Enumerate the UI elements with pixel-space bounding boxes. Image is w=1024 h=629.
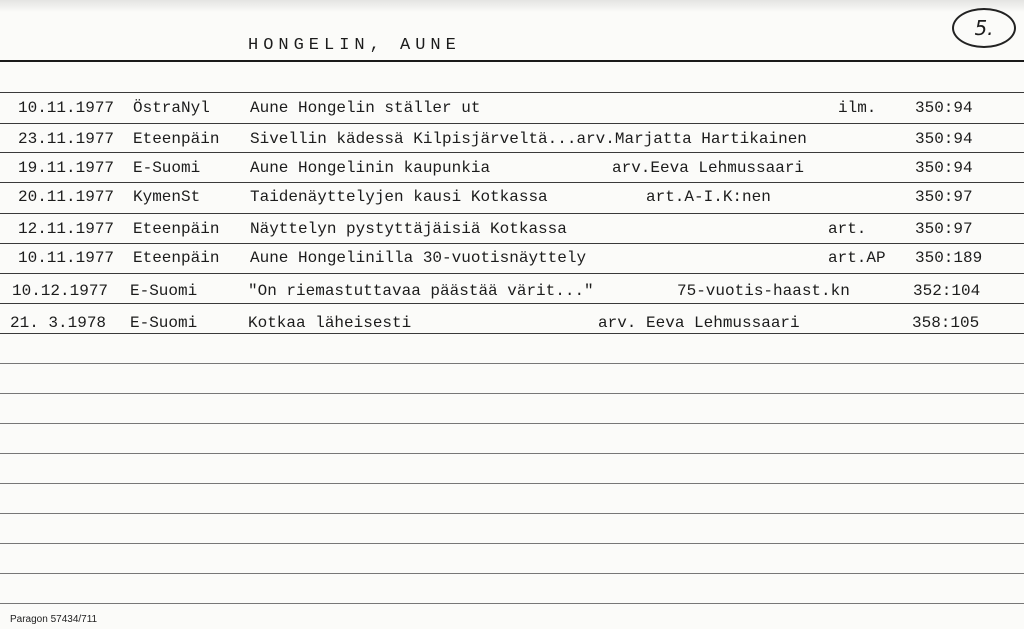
entry-source: E-Suomi	[133, 159, 201, 177]
entry-title: Näyttelyn pystyttäjäisiä Kotkassa	[250, 220, 567, 238]
entry-author: art.A-I.K:nen	[646, 188, 771, 206]
entry-author: arv. Eeva Lehmussaari	[598, 314, 800, 332]
entry-source: E-Suomi	[130, 282, 198, 300]
entry-ref: 350:97	[915, 188, 973, 206]
entry-title: Sivellin kädessä Kilpisjärveltä...arv.Marjatta Hartikainen	[250, 130, 807, 148]
entry-author: ilm.	[838, 99, 877, 117]
entry-title: Aune Hongelin ställer ut	[250, 99, 481, 117]
entry-author: 75-vuotis-haast.kn	[677, 282, 850, 300]
entry-title: Aune Hongelinin kaupunkia	[250, 159, 491, 177]
entry-title: Aune Hongelinilla 30-vuotisnäyttely	[250, 249, 587, 267]
ruled-line	[0, 423, 1024, 424]
entry-ref: 350:94	[915, 130, 973, 148]
entry-source: Eteenpäin	[133, 220, 220, 238]
entry-row	[0, 282, 1024, 308]
entry-source: Eteenpäin	[133, 130, 220, 148]
entry-title: Taidenäyttelyjen kausi Kotkassa	[250, 188, 548, 206]
entry-row	[0, 130, 1024, 156]
entry-ref: 352:104	[913, 282, 981, 300]
scan-edge-shadow	[0, 0, 1024, 12]
entry-row	[0, 188, 1024, 214]
card-footer: Paragon 57434/711	[10, 614, 98, 625]
entry-ref: 350:97	[915, 220, 973, 238]
entry-title: Kotkaa läheisesti	[248, 314, 412, 332]
entry-date: 20.11.1977	[18, 188, 115, 206]
entry-source: ÖstraNyl	[133, 99, 210, 117]
card-title: HONGELIN, AUNE	[248, 36, 461, 55]
ruled-line	[0, 92, 1024, 93]
card-number: 5.	[974, 16, 994, 40]
ruled-line	[0, 513, 1024, 514]
ruled-line	[0, 393, 1024, 394]
entry-ref: 350:94	[915, 159, 973, 177]
entry-author: art.AP	[828, 249, 886, 267]
entry-row	[0, 249, 1024, 275]
entry-row	[0, 314, 1024, 340]
entry-date: 12.11.1977	[18, 220, 115, 238]
entry-row	[0, 220, 1024, 246]
entry-date: 10.11.1977	[18, 99, 115, 117]
ruled-line	[0, 543, 1024, 544]
ruled-line	[0, 453, 1024, 454]
entry-ref: 350:189	[915, 249, 983, 267]
entry-date: 21. 3.1978	[10, 314, 107, 332]
ruled-line	[0, 573, 1024, 574]
entry-row	[0, 159, 1024, 185]
ruled-line	[0, 483, 1024, 484]
entry-date: 10.12.1977	[12, 282, 109, 300]
header-rule	[0, 60, 1024, 62]
entry-ref: 358:105	[912, 314, 980, 332]
entry-title: "On riemastuttavaa päästää värit..."	[248, 282, 594, 300]
entry-ref: 350:94	[915, 99, 973, 117]
entry-author: art.	[828, 220, 867, 238]
entry-row	[0, 99, 1024, 125]
entry-source: E-Suomi	[130, 314, 198, 332]
card-number-circle	[952, 8, 1016, 48]
entry-date: 23.11.1977	[18, 130, 115, 148]
entry-source: Eteenpäin	[133, 249, 220, 267]
entry-source: KymenSt	[133, 188, 201, 206]
entry-date: 19.11.1977	[18, 159, 115, 177]
entry-date: 10.11.1977	[18, 249, 115, 267]
ruled-line	[0, 363, 1024, 364]
entry-author: arv.Eeva Lehmussaari	[612, 159, 805, 177]
ruled-line	[0, 603, 1024, 604]
